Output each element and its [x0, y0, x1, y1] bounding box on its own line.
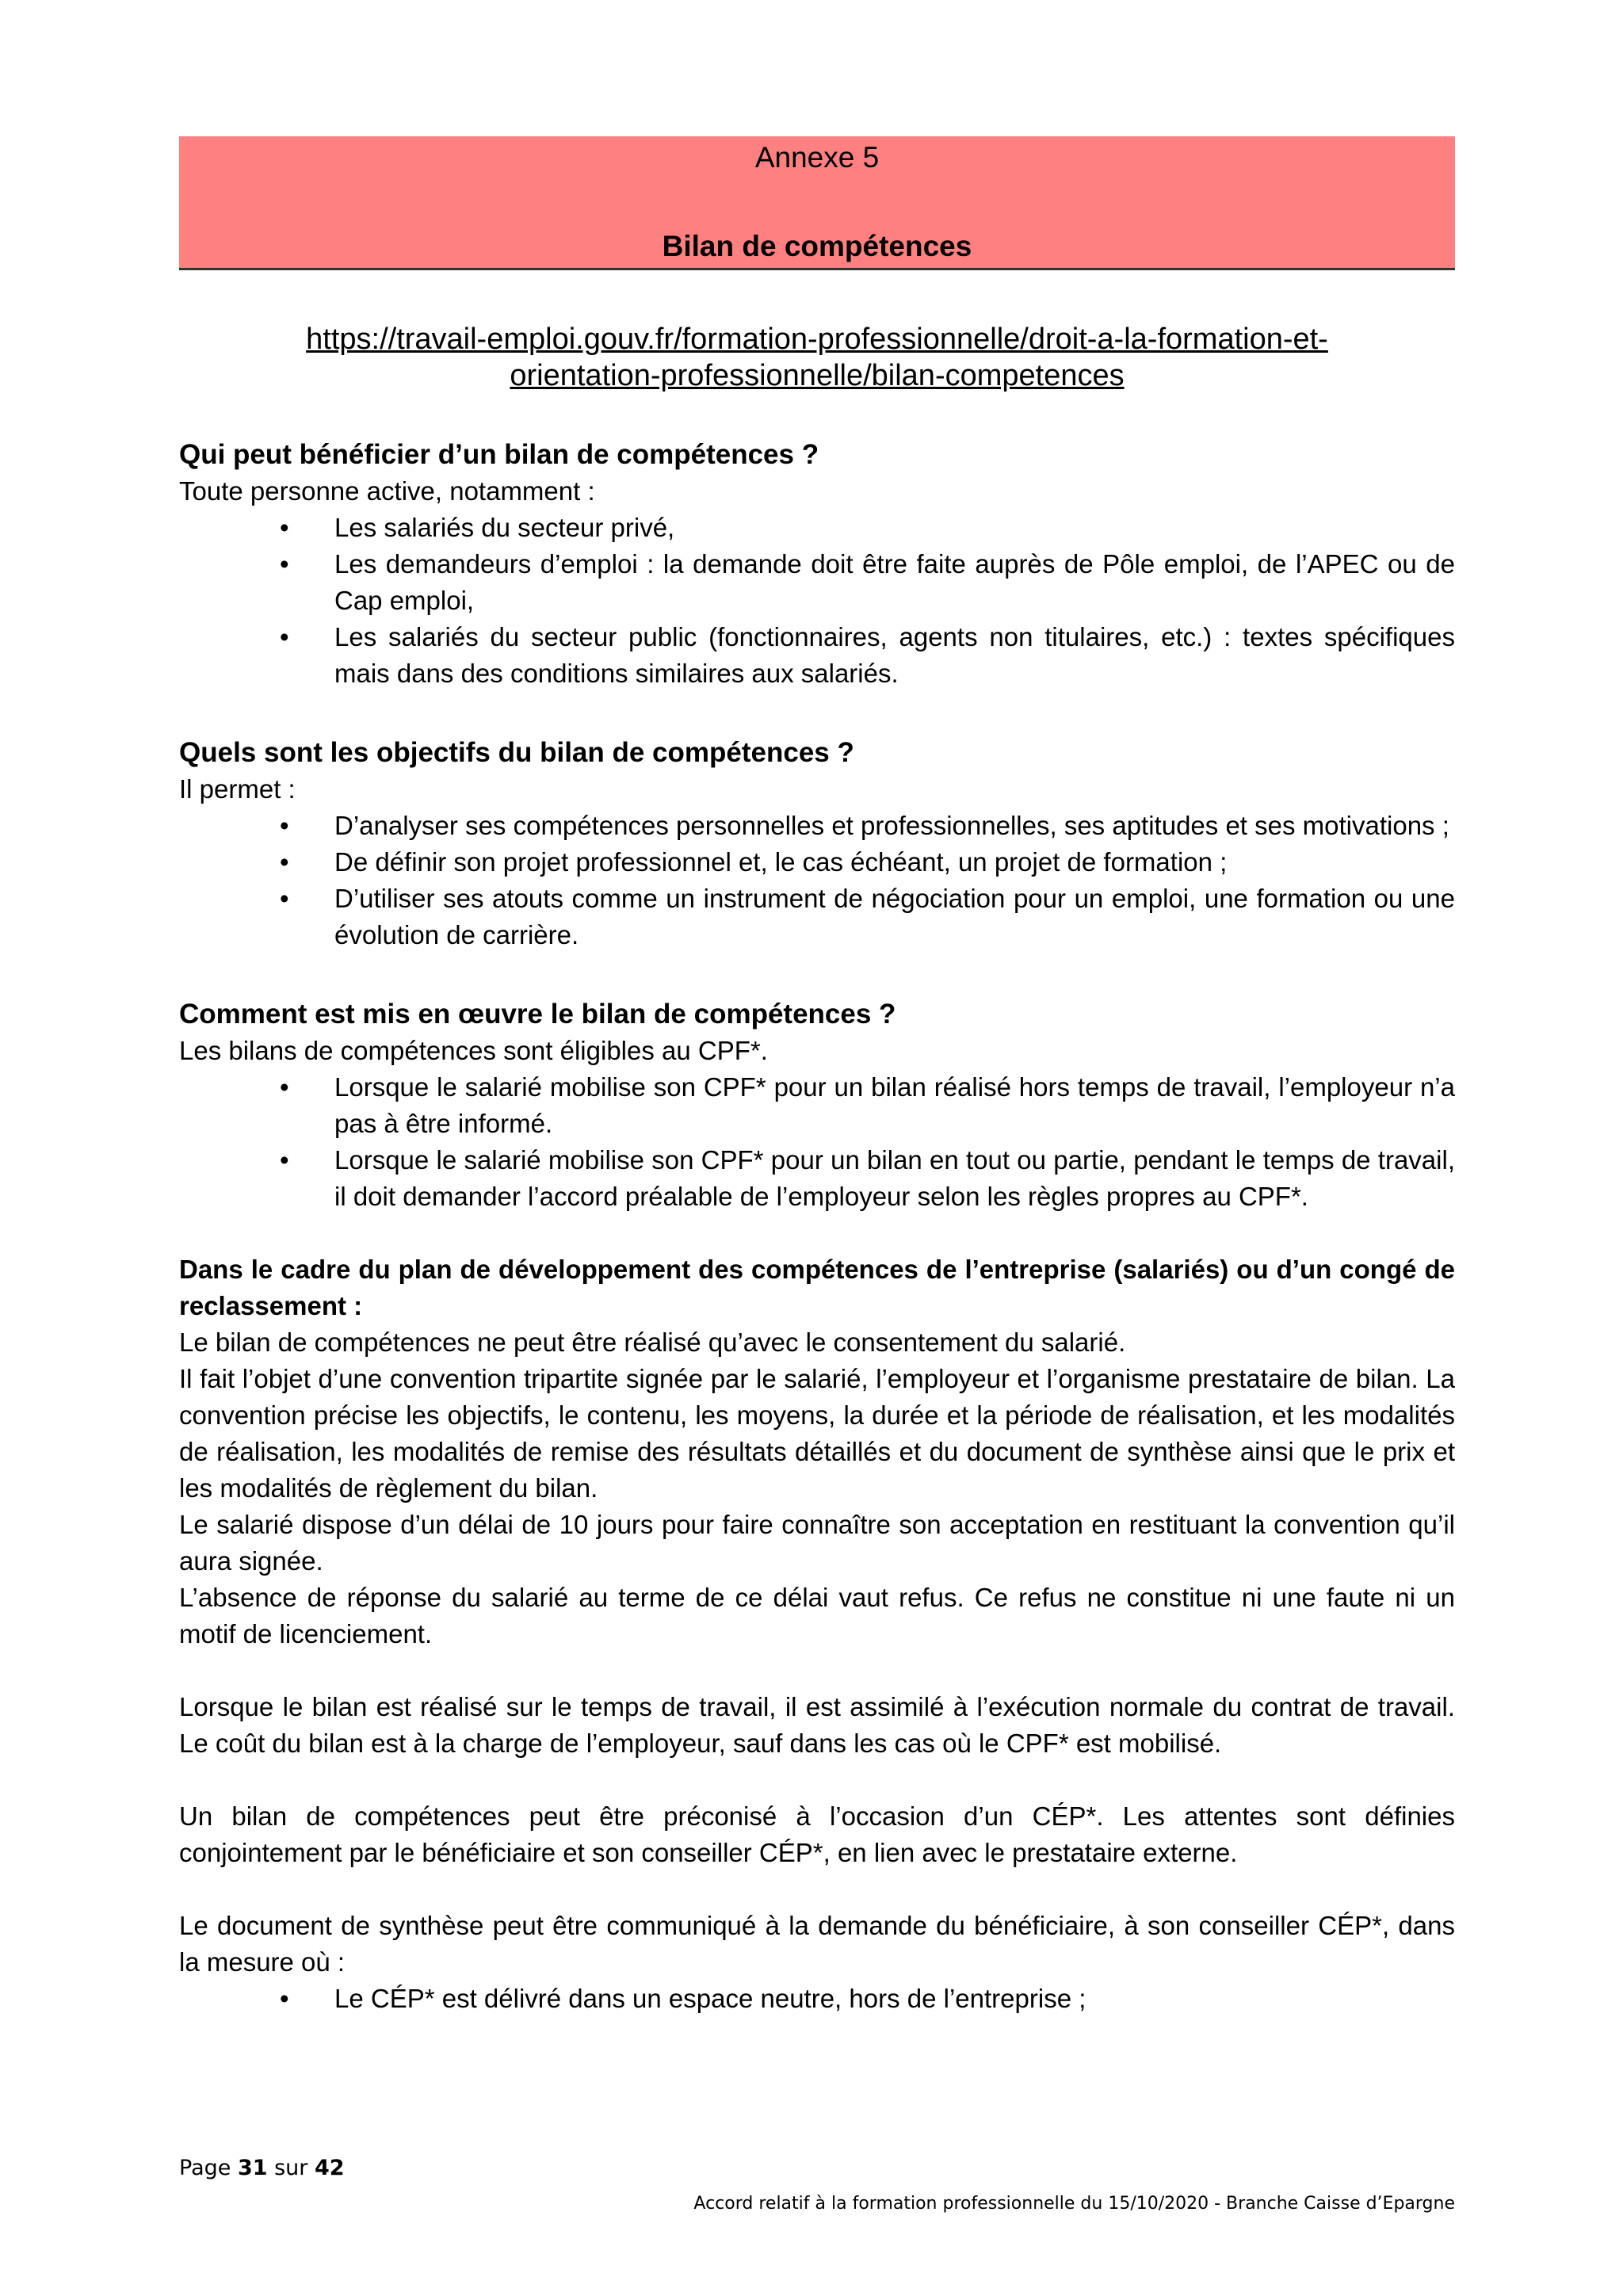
annex-title: Bilan de compétences — [662, 230, 972, 262]
objectives-list — [179, 808, 1455, 953]
beneficiaries-list — [179, 510, 1455, 692]
list-item: • Lorsque le salarié mobilise son CPF* pour un bilan réalisé hors temps de travail, l’employeur n’a pas à être informé. — [334, 1069, 1455, 1142]
section-intro: Les bilans de compétences sont éligibles au CPF*. — [179, 1036, 768, 1065]
paragraph: Il fait l’objet d’une convention tripartite signée par le salarié, l’employeur et l’organisme prestataire de bilan. La convention précise les objectifs, le contenu, les moyens, la durée et la période de réalisation, et les modalités de réalisation, les modalités de remise des résultats détaillés et du document de synthèse ainsi que le prix et les modalités de règlement du bilan. — [179, 1364, 1455, 1503]
annex-number: Annexe 5 — [754, 141, 880, 174]
list-item: • De définir son projet professionnel et, le cas échéant, un projet de formation ; — [334, 844, 1455, 881]
page-content — [179, 136, 1455, 2017]
list-item: • Les demandeurs d’emploi : la demande doit être faite auprès de Pôle emploi, de l’APEC ou de Cap emploi, — [334, 546, 1455, 619]
section-intro: Toute personne active, notamment : — [179, 476, 595, 506]
page-number: Page 31 sur 42 — [179, 2156, 345, 2180]
paragraph: Un bilan de compétences peut être préconisé à l’occasion d’un CÉP*. Les attentes sont définies conjointement par le bénéficiaire et son conseiller CÉP*, en lien avec le prestataire externe. — [179, 1801, 1455, 1867]
bullet-icon: • — [280, 811, 289, 840]
bullet-icon: • — [280, 884, 289, 913]
paragraph: Le salarié dispose d’un délai de 10 jours pour faire connaître son acceptation en restituant la convention qu’il aura signée. — [179, 1510, 1455, 1576]
source-link-line2: orientation-professionnelle/bilan-competences — [510, 359, 1125, 392]
spacer — [179, 1762, 1455, 1798]
section-intro: Il permet : — [179, 774, 296, 804]
synthesis-conditions-list — [179, 1981, 1455, 2017]
source-link-line1: https://travail-emploi.gouv.fr/formation-professionnelle/droit-a-la-formation-et- — [306, 323, 1328, 356]
section-heading-plan: Dans le cadre du plan de développement des compétences de l’entreprise (salariés) ou d’un congé de reclassement : — [179, 1255, 1455, 1320]
list-item: • Les salariés du secteur privé, — [334, 510, 1455, 546]
bullet-icon: • — [280, 622, 289, 651]
list-item: • Les salariés du secteur public (fonctionnaires, agents non titulaires, etc.) : textes spécifiques mais dans des conditions similaires aux salariés. — [334, 619, 1455, 692]
spacer — [179, 1652, 1455, 1689]
list-item: • Le CÉP* est délivré dans un espace neutre, hors de l’entreprise ; — [334, 1981, 1455, 2017]
source-link-block — [179, 321, 1455, 394]
paragraph: L’absence de réponse du salarié au terme de ce délai vaut refus. Ce refus ne constitue ni une faute ni un motif de licenciement. — [179, 1583, 1455, 1648]
bullet-icon: • — [280, 847, 289, 877]
source-link[interactable] — [306, 323, 1328, 392]
paragraph: Le document de synthèse peut être communiqué à la demande du bénéficiaire, à son conseiller CÉP*, dans la mesure où : — [179, 1911, 1455, 1977]
implementation-list — [179, 1069, 1455, 1215]
list-item: • D’analyser ses compétences personnelles et professionnelles, ses aptitudes et ses motivations ; — [334, 808, 1455, 844]
section-title-objectives: Quels sont les objectifs du bilan de compétences ? — [179, 737, 854, 768]
list-item: • Lorsque le salarié mobilise son CPF* pour un bilan en tout ou partie, pendant le temps de travail, il doit demander l’accord préalable de l’employeur selon les règles propres au CPF*. — [334, 1142, 1455, 1215]
spacer — [179, 1871, 1455, 1908]
paragraph: Lorsque le bilan est réalisé sur le temps de travail, il est assimilé à l’exécution normale du contrat de travail. Le coût du bilan est à la charge de l’employeur, sauf dans les cas où le CPF* est mobilisé. — [179, 1692, 1455, 1758]
section-title-implementation: Comment est mis en œuvre le bilan de compétences ? — [179, 999, 896, 1030]
bullet-icon: • — [280, 1072, 289, 1102]
section-title-beneficiaries: Qui peut bénéficier d’un bilan de compétences ? — [179, 439, 819, 470]
footer-agreement-text: Accord relatif à la formation professionnelle du 15/10/2020 - Branche Caisse d’Epargne — [693, 2194, 1455, 2214]
bullet-icon: • — [280, 549, 289, 579]
paragraph: Le bilan de compétences ne peut être réalisé qu’avec le consentement du salarié. — [179, 1328, 1126, 1357]
bullet-icon: • — [280, 513, 289, 542]
bullet-icon: • — [280, 1145, 289, 1175]
bullet-icon: • — [280, 1984, 289, 2013]
list-item: • D’utiliser ses atouts comme un instrument de négociation pour un emploi, une formation ou une évolution de carrière. — [334, 881, 1455, 953]
annex-header-banner — [179, 136, 1455, 270]
